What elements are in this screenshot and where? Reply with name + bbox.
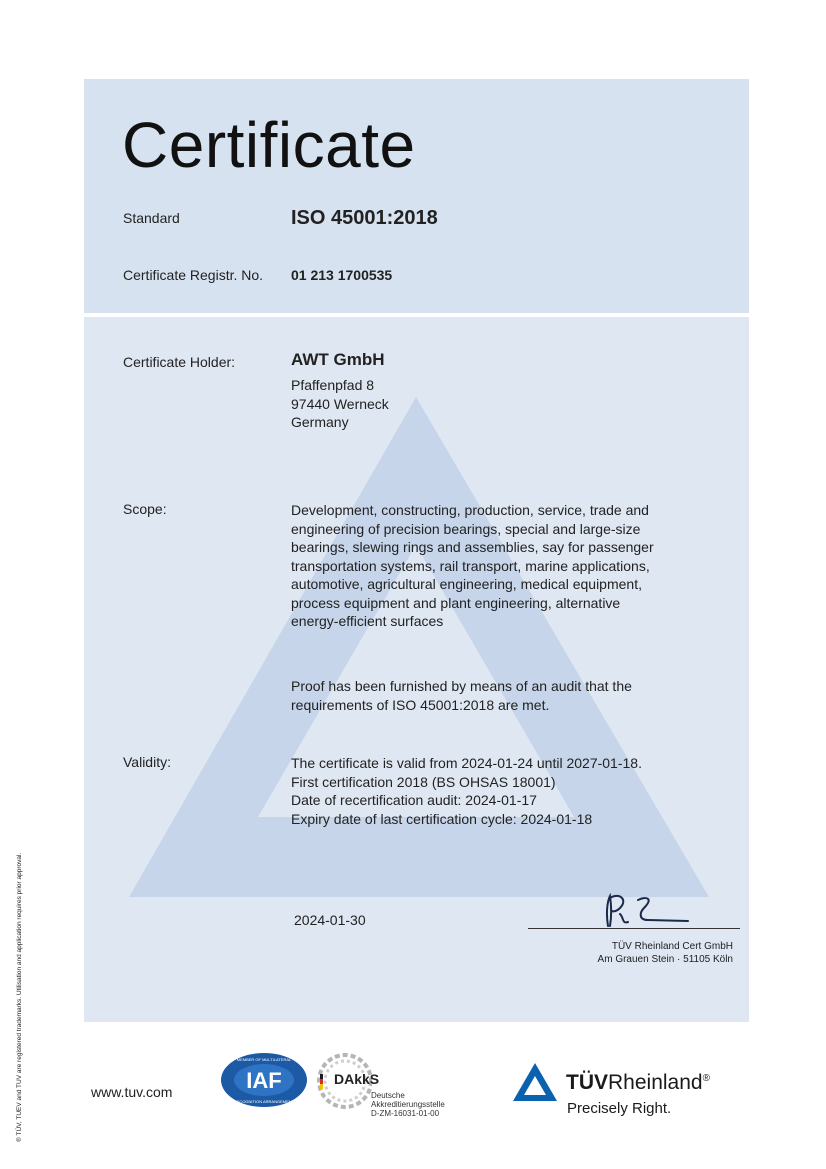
holder-name: AWT GmbH — [291, 350, 385, 369]
iaf-ring-top: MEMBER OF MULTILATERAL — [236, 1057, 292, 1062]
scope-line: Development, constructing, production, service, trade and — [291, 502, 649, 518]
dakks-name: DAkkS — [334, 1071, 380, 1087]
certificate-title: Certificate — [122, 109, 416, 181]
tuv-brand-regular: Rheinland — [608, 1071, 703, 1094]
signature — [598, 890, 693, 932]
registration-number: 01 213 1700535 — [291, 267, 393, 283]
dakks-id: D-ZM-16031-01-00 — [371, 1109, 440, 1118]
footer-url: www.tuv.com — [91, 1084, 173, 1100]
holder-label: Certificate Holder: — [123, 354, 236, 370]
scope-line: automotive, agricultural engineering, medical equipment, — [291, 576, 642, 592]
tuv-triangle-logo — [512, 1062, 558, 1102]
scope-text — [291, 501, 711, 631]
scope-line: transportation systems, rail transport, marine applications, — [291, 557, 650, 574]
holder-address — [291, 376, 711, 432]
standard-label: Standard — [123, 210, 180, 226]
address-line: Pfaffenpfad 8 — [291, 377, 375, 393]
registration-label: Certificate Registr. No. — [123, 267, 264, 283]
signature-line — [528, 928, 740, 929]
address-line: 97440 Werneck — [291, 395, 389, 412]
proof-line: requirements of ISO 45001:2018 are met. — [291, 696, 550, 713]
proof-line: Proof has been furnished by means of an audit that the — [291, 678, 632, 694]
standard-value: ISO 45001:2018 — [291, 207, 438, 229]
validity-label: Validity: — [123, 754, 171, 770]
validity-text — [291, 754, 711, 828]
registered-mark: ® — [702, 1073, 710, 1084]
validity-line: Date of recertification audit: 2024-01-17 — [291, 792, 537, 808]
trademark-note: ® TÜV, TUEV and TUV are registered trademarks. Utilisation and application requires prior approval. — [16, 852, 23, 1142]
validity-line: Expiry date of last certification cycle: 2024-01-18 — [291, 810, 593, 827]
tuv-brand-bold: TÜV — [566, 1071, 608, 1094]
address-line: Germany — [291, 414, 349, 430]
scope-line: engineering of precision bearings, special and large-size — [291, 520, 641, 537]
tuv-tagline: Precisely Right. — [567, 1100, 672, 1117]
dakks-line2: Akkreditierungsstelle — [371, 1100, 445, 1109]
dakks-line1: Deutsche — [371, 1091, 405, 1100]
iaf-ring-bottom: RECOGNITION ARRANGEMENT — [233, 1099, 295, 1104]
scope-line: process equipment and plant engineering, alternative — [291, 594, 621, 611]
iaf-logo — [220, 1052, 308, 1108]
tuv-brand — [566, 1071, 710, 1095]
iaf-logo-text: IAF — [246, 1068, 282, 1093]
issue-date: 2024-01-30 — [294, 912, 366, 928]
issuer-address: Am Grauen Stein · 51105 Köln — [597, 954, 733, 965]
issuer-name: TÜV Rheinland Cert GmbH — [611, 941, 733, 952]
scope-label: Scope: — [123, 501, 167, 517]
proof-text — [291, 677, 711, 714]
validity-line: The certificate is valid from 2024-01-24 until 2027-01-18. — [291, 755, 642, 771]
scope-line: bearings, slewing rings and assemblies, say for passenger — [291, 539, 654, 555]
validity-line: First certification 2018 (BS OHSAS 18001) — [291, 773, 556, 790]
scope-line: energy-efficient surfaces — [291, 613, 444, 629]
